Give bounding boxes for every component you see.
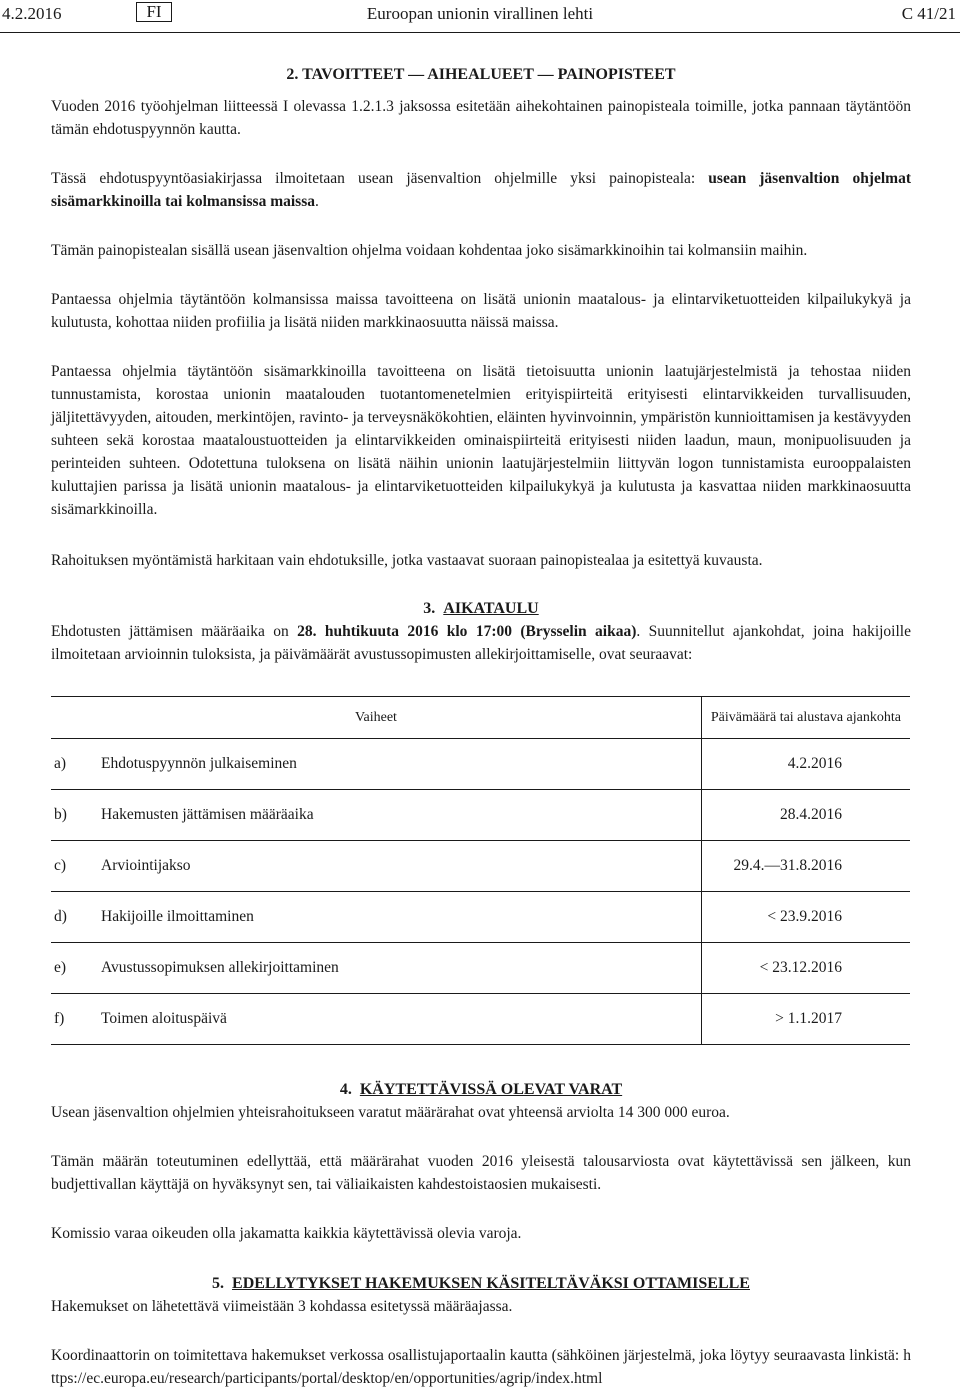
paragraph: Pantaessa ohjelmia täytäntöön kolmansissa maissa tavoitteena on lisätä unionin maatalous- ja elintarviketuotteiden kilpailukykyä ja kulutusta, kohottaa niiden profiilia ja lisätä niiden markkinaosuutta näissä maissa. [51, 291, 911, 331]
column-header-dates: Päivämäärä tai alustava ajankohta [701, 697, 910, 739]
row-letter: e) [51, 943, 101, 994]
paragraph: Tämän painopistealan sisällä usean jäsenvaltion ohjelma voidaan kohdentaa joko sisämarkkinoihin tai kolmansiin maihin. [51, 242, 808, 259]
row-date: 28.4.2016 [701, 790, 910, 841]
table-row [51, 892, 910, 943]
paragraph: Usean jäsenvaltion ohjelmien yhteisrahoitukseen varatut määrärahat ovat yhteensä arviolta 14 300 000 euroa. [51, 1104, 730, 1121]
row-phase: Hakemusten jättämisen määräaika [101, 790, 701, 841]
schedule-table [51, 696, 910, 1045]
row-date: < 23.12.2016 [701, 943, 910, 994]
journal-title: Euroopan unionin virallinen lehti [366, 4, 594, 23]
row-phase: Ehdotuspyynnön julkaiseminen [101, 739, 701, 790]
participant-portal-link[interactable]: https://ec.europa.eu/research/participants/portal/desktop/en/opportunities/agrip/index.html [51, 1347, 911, 1387]
paragraph: Tämän määrän toteutuminen edellyttää, että määrärahat vuoden 2016 yleisestä talousarviosta ovat käytettävissä sen jälkeen, kun budjettivallan käyttäjä on hyväksynyt sen, tai väliaikaisten kahdestoistaosien mukaisesti. [51, 1153, 911, 1193]
row-letter: c) [51, 841, 101, 892]
section-3-heading: 3. AIKATAULU [423, 600, 539, 617]
column-header-phases: Vaiheet [51, 697, 701, 739]
paragraph: Tässä ehdotuspyyntöasiakirjassa ilmoitetaan usean jäsenvaltion ohjelmille yksi painopisteala: usean jäsenvaltion ohjelmat sisämarkkinoilla tai kolmansissa maissa. [51, 170, 911, 210]
row-phase: Avustussopimuksen allekirjoittaminen [101, 943, 701, 994]
journal-reference: C 41/21 [901, 4, 956, 23]
table-row [51, 994, 910, 1045]
table-header-row [51, 697, 910, 739]
row-letter: d) [51, 892, 101, 943]
row-phase: Hakijoille ilmoittaminen [101, 892, 701, 943]
section-5-heading: 5. EDELLYTYKSET HAKEMUKSEN KÄSITELTÄVÄKSI OTTAMISELLE [212, 1275, 750, 1292]
row-letter: a) [51, 739, 101, 790]
row-letter: b) [51, 790, 101, 841]
row-date: < 23.9.2016 [701, 892, 910, 943]
paragraph: Komissio varaa oikeuden olla jakamatta kaikkia käytettävissä olevia varoja. [51, 1225, 522, 1242]
section-2-heading: 2. TAVOITTEET — AIHEALUEET — PAINOPISTEET [286, 66, 676, 83]
language-code-box: FI [136, 2, 172, 22]
row-date: 4.2.2016 [701, 739, 910, 790]
document-body [51, 64, 911, 1390]
row-date: > 1.1.2017 [701, 994, 910, 1045]
table-row [51, 841, 910, 892]
table-row [51, 943, 910, 994]
paragraph: Koordinaattorin on toimitettava hakemukset verkossa osallistujaportaalin kautta (sähköinen järjestelmä, joka löytyy seuraavasta linkistä: https://ec.europa.eu/research/participants/portal/desktop/en/opportunities/agrip/index.html [51, 1347, 911, 1387]
paragraph: Pantaessa ohjelmia täytäntöön sisämarkkinoilla tavoitteena on lisätä tietoisuutta unionin laatujärjestelmistä ja tehostaa niiden tunnustamista, korostaa unionin maatalouden tuotantomenetelmien erityispiirteitä erityisesti elintarvikkeiden turvallisuuden, jäljitettävyyden, aitouden, merkintöjen, ravinto- ja terveysnäkökohtien, eläinten hyvinvoinnin, ympäristön kunnioittamisen ja kestävyyden suhteen sekä korostaa maataloustuotteiden ja elintarvikkeiden ominaispiirteitä erityisesti niiden laadun, maun, monipuolisuuden ja perinteiden suhteen. Odotettuna tuloksena on lisätä näihin unionin laatujärjestelmiin liittyvän logon tunnistamista eurooppalaisten kuluttajien parissa ja lisätä unionin maatalous- ja elintarviketuotteiden kilpailukykyä ja kulutusta ja kasvattaa niiden markkinaosuutta sisämarkkinoilla. [51, 363, 911, 518]
publication-date: 4.2.2016 [2, 4, 62, 23]
page-header [0, 0, 960, 30]
deadline-bold: 28. huhtikuuta 2016 klo 17:00 (Brysselin aikaa) [297, 623, 637, 640]
table-row [51, 790, 910, 841]
priority-area-bold: usean jäsenvaltion ohjelmat sisämarkkinoilla tai kolmansissa maissa [51, 170, 911, 210]
paragraph: Rahoituksen myöntämistä harkitaan vain ehdotuksille, jotka vastaavat suoraan painopistealaa ja esitettyä kuvausta. [51, 552, 763, 569]
paragraph: Hakemukset on lähetettävä viimeistään 3 kohdassa esitetyssä määräajassa. [51, 1298, 513, 1315]
table-row [51, 739, 910, 790]
paragraph: Ehdotusten jättämisen määräaika on 28. huhtikuuta 2016 klo 17:00 (Brysselin aikaa). Suunnitellut ajankohdat, joina hakijoille ilmoitetaan arvioinnin tuloksista, ja päivämäärät avustussopimusten allekirjoittamiselle, ovat seuraavat: [51, 623, 911, 663]
row-date: 29.4.—31.8.2016 [701, 841, 910, 892]
paragraph: Vuoden 2016 työohjelman liitteessä I olevassa 1.2.1.3 jaksossa esitetään aihekohtainen painopisteala toimille, jotka pannaan täytäntöön tämän ehdotuspyynnön kautta. [51, 98, 911, 138]
section-4-heading: 4. KÄYTETTÄVISSÄ OLEVAT VARAT [339, 1081, 623, 1098]
header-divider [0, 32, 960, 33]
row-phase: Toimen aloituspäivä [101, 994, 701, 1045]
row-phase: Arviointijakso [101, 841, 701, 892]
row-letter: f) [51, 994, 101, 1045]
